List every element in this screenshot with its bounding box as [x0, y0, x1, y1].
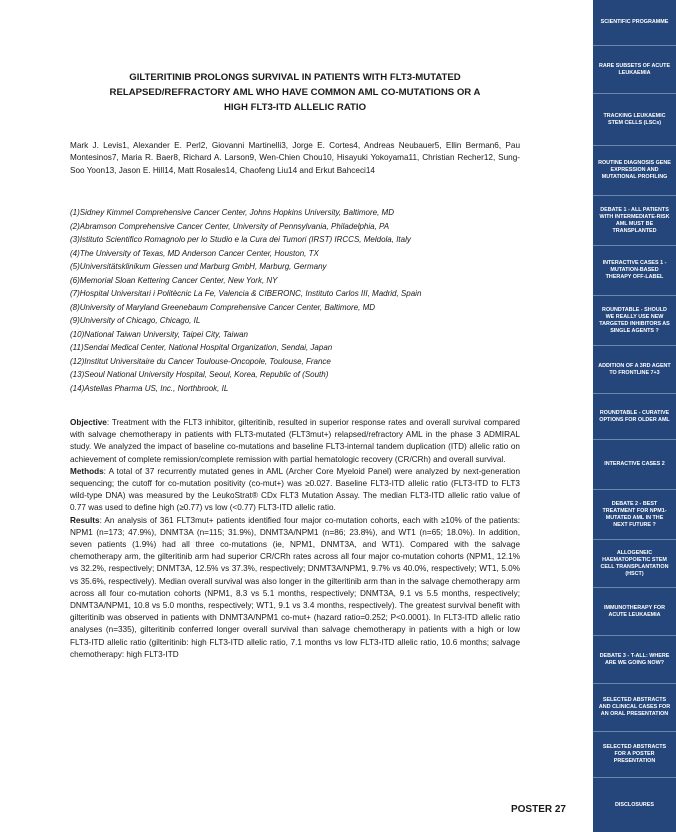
session-sidebar	[593, 0, 676, 832]
sidebar-item-oral-presentation[interactable]: SELECTED ABSTRACTS AND CLINICAL CASES FOR AN ORAL PRESENTATION	[593, 684, 676, 732]
sidebar-item-poster-presentation[interactable]: SELECTED ABSTRACTS FOR A POSTER PRESENTATION	[593, 732, 676, 778]
sidebar-item-tracking-lsc[interactable]: TRACKING LEUKAEMIC STEM CELLS (LSCs)	[593, 94, 676, 146]
sidebar-item-interactive-cases-2[interactable]: INTERACTIVE CASES 2	[593, 440, 676, 490]
sidebar-item-scientific-programme[interactable]: SCIENTIFIC PROGRAMME	[593, 0, 676, 46]
affiliation: (3)Istituto Scientifico Romagnolo per lo Studio e la Cura dei Tumori (IRST) IRCCS, Meldola, Italy	[70, 235, 411, 244]
results-label: Results	[70, 515, 100, 525]
sidebar-item-interactive-cases-1[interactable]: INTERACTIVE CASES 1 - MUTATION-BASED THERAPY OFF-LABEL	[593, 246, 676, 296]
affiliation: (1)Sidney Kimmel Comprehensive Cancer Center, Johns Hopkins University, Baltimore, MD	[70, 208, 394, 217]
affiliation: (13)Seoul National University Hospital, Seoul, Korea, Republic of (South)	[70, 370, 329, 379]
affiliation: (10)National Taiwan University, Taipei City, Taiwan	[70, 329, 249, 339]
sidebar-item-roundtable-older-aml[interactable]: ROUNDTABLE - CURATIVE OPTIONS FOR OLDER AML	[593, 394, 676, 440]
affiliation-list	[70, 206, 530, 395]
methods-label: Methods	[70, 466, 104, 476]
affiliation: (11)Sendai Medical Center, National Hospital Organization, Sendai, Japan	[70, 343, 333, 352]
affiliation: (8)University of Maryland Greenebaum Comprehensive Cancer Center, Baltimore, MD	[70, 302, 376, 312]
sidebar-item-third-agent[interactable]: ADDITION OF A 3RD AGENT TO FRONTLINE 7+3	[593, 346, 676, 394]
title-line-1: GILTERITINIB PROLONGS SURVIVAL IN PATIENTS WITH FLT3-MUTATED	[129, 72, 461, 83]
results-text: : An analysis of 361 FLT3mut+ patients identified four major co-mutation cohorts, each with ≥10% of the patients: NPM1 (n=173; 47.9%), DNMT3A (n=115; 31.9%), DNMT3A/NPM1 (n=86; 23.8%), and WT1 (n=65; 18.0%). In addition, seven patients (1.9%) had all three co-mutations (ie, NPM1, DNMT3A, and WT1). Compared with the salvage chemotherapy arm, the gilteritinib arm had superior CR/CRh rates across all four major co-mutation cohorts (NPM1, 12.1% vs 32.2%, respectively; DNMT3A, 12.5% vs 37.3%, respectively; DNMT3A/NPM1, 9.7% vs 40.0%, respectively; WT1, 5.0% vs 35.6%, respectively). Median overall survival was also longer in the gilteritinib arm than in the salvage chemotherapy arm across all four co-mutation cohorts (NPM1, 8.3 vs 5.1 months, respectively; DNMT3A, 9.1 vs 5.5 months, respectively; DNMT3A/NPM1, 10.8 vs 5.0 months, respectively; WT1, 9.1 vs 3.4 months, respectively). The greatest survival benefit with gilteritinib was observed in patients with DNMT3A/NPM1 co-mut+ (hazard ratio=0.252; P<0.0001). In FLT3-ITD allelic ratio analyses (n=335), gilteritinib conferred longer overall survival than salvage chemotherapy in patients with a high or low FLT3-ITD allelic ratio (gilteritinib: high FLT3-ITD allelic ratio, 7.1 months vs low FLT3-ITD allelic ratio, 10.6 months; salvage chemotherapy: high FLT3-ITD	[70, 515, 520, 659]
objective-text: : Treatment with the FLT3 inhibitor, gilteritinib, resulted in superior response rates and overall survival compared with salvage chemotherapy in patients with FLT3-mutated (FLT3mut+) relapsed/refractory AML in the phase 3 ADMIRAL study. We analyzed the impact of baseline co-mutations and baseline FLT3-internal tandem duplication (ITD) allelic ratio on achievement of complete remission/complete remission with partial hematologic recovery (CR/CRh) and overall survival.	[70, 418, 520, 464]
affiliation: (6)Memorial Sloan Kettering Cancer Center, New York, NY	[70, 275, 278, 285]
sidebar-item-disclosures[interactable]: DISCLOSURES	[615, 801, 654, 808]
sidebar-item-routine-diagnosis[interactable]: ROUTINE DIAGNOSIS GENE EXPRESSION AND MUTATIONAL PROFILING	[593, 146, 676, 196]
sidebar-item-roundtable-inhibitors[interactable]: ROUNDTABLE - SHOULD WE REALLY USE NEW TARGETED INHIBITORS AS SINGLE AGENTS ?	[593, 296, 676, 346]
sidebar-item-allogeneic-hsct[interactable]: ALLOGENEIC HAEMATOPOIETIC STEM CELL TRANSPLANTATION (HSCT)	[593, 540, 676, 588]
methods-paragraph	[70, 466, 520, 515]
abstract-body	[70, 417, 520, 661]
sidebar-item-rare-subsets[interactable]: RARE SUBSETS OF ACUTE LEUKAEMIA	[593, 46, 676, 94]
sidebar-item-immunotherapy[interactable]: IMMUNOTHERAPY FOR ACUTE LEUKAEMIA	[593, 588, 676, 636]
affiliation: (5)Universitätsklinikum Giessen und Marburg GmbH, Marburg, Germany	[70, 262, 327, 271]
objective-paragraph	[70, 417, 520, 466]
methods-text: : A total of 37 recurrently mutated genes in AML (Archer Core Myeloid Panel) were analyzed by next-generation sequencing; the cutoff for co-mutation positivity (co-mut+) was ≥0.027. Baseline FLT3-ITD allelic ratio (FLT3-ITD to FLT3 wild-type DNA) was measured by the LeukoStrat® CDx FLT3 Mutation Assay. The median FLT3-ITD allelic ratio value of 0.77 was used to define high (≥0.77) vs low (<0.77) FLT3-ITD allelic ratio.	[70, 466, 520, 513]
affiliation: (14)Astellas Pharma US, Inc., Northbrook, IL	[70, 383, 229, 393]
affiliation: (9)University of Chicago, Chicago, IL	[70, 316, 201, 325]
sidebar-item-debate-2[interactable]: DEBATE 2 - BEST TREATMENT FOR NPM1-MUTATED AML IN THE NEXT FUTURE ?	[593, 490, 676, 540]
affiliation: (2)Abramson Comprehensive Cancer Center, University of Pennsylvania, Philadelphia, PA	[70, 221, 390, 231]
sidebar-item-debate-1[interactable]: DEBATE 1 - ALL PATIENTS WITH INTERMEDIATE-RISK AML MUST BE TRANSPLANTED	[593, 196, 676, 246]
results-paragraph	[70, 515, 520, 661]
title-line-2: RELAPSED/REFRACTORY AML WHO HAVE COMMON AML CO-MUTATIONS OR A	[109, 87, 481, 98]
affiliation: (12)Institut Universitaire du Cancer Toulouse-Oncopole, Toulouse, France	[70, 356, 331, 366]
title-line-3: HIGH FLT3-ITD ALLELIC RATIO	[223, 102, 367, 113]
objective-label: Objective	[70, 418, 107, 427]
author-list: Mark J. Levis1, Alexander E. Perl2, Giovanni Martinelli3, Jorge E. Cortes4, Andreas Neubauer5, Ellin Berman6, Pau Montesinos7, Maria R. Baer8, Richard A. Larson9, Wen-Chien Chou10, Hisayuki Yokoyama11, Christian Recher12, Sung-Soo Yoon13, Jason E. Hill14, Matt Rosales14, Chaofeng Liu14 and Erkut Bahceci14	[70, 141, 520, 175]
affiliation: (4)The University of Texas, MD Anderson Cancer Center, Houston, TX	[70, 248, 319, 258]
poster-number: POSTER 27	[510, 804, 566, 815]
affiliation: (7)Hospital Universitari i Politècnic La Fe, Valencia & CIBERONC, Instituto Carlos III, Madrid, Spain	[70, 289, 422, 298]
abstract-title	[70, 70, 520, 115]
sidebar-item-debate-3[interactable]: DEBATE 3 - T-ALL: WHERE ARE WE GOING NOW?	[593, 636, 676, 684]
